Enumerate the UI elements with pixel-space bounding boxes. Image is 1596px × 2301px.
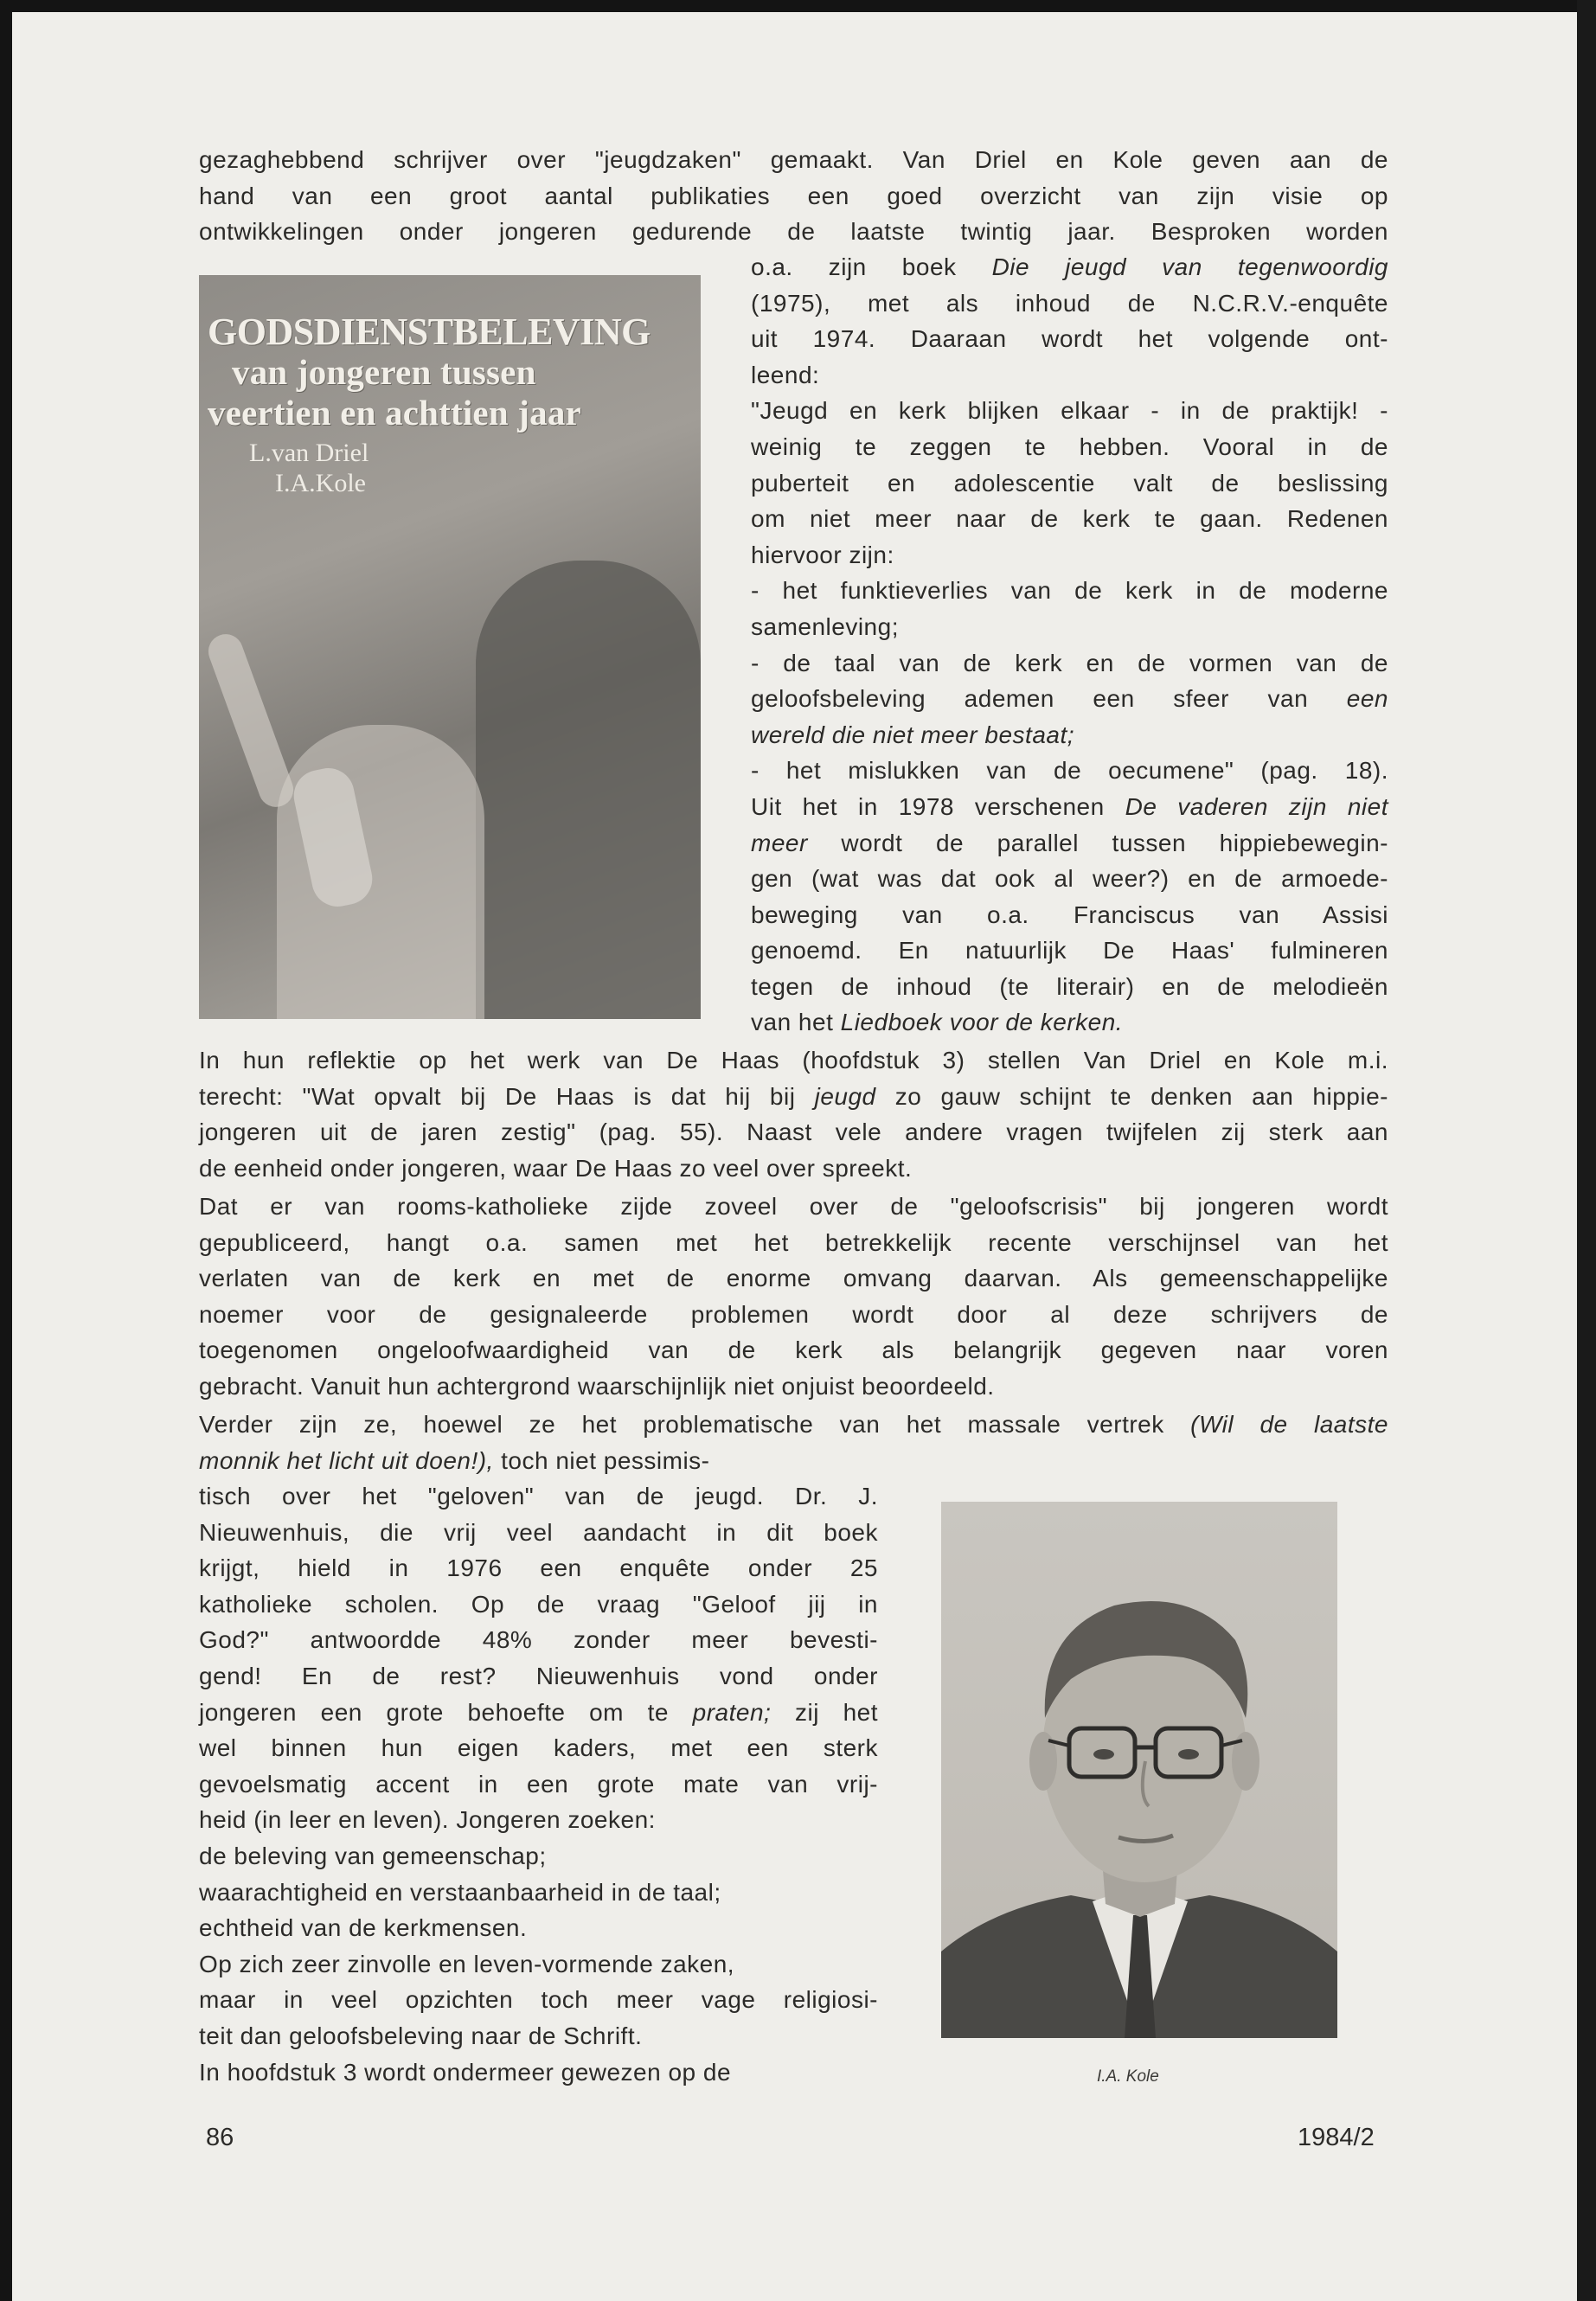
paragraph-reflektie (199, 1042, 1388, 1186)
text-run: wordt de parallel tussen hippiebewegin- (807, 829, 1388, 856)
book-title-italic: Die jeugd van tegenwoordig (991, 253, 1388, 280)
text-line: gevoelsmatig accent in een grote mate van vrij- (199, 1770, 878, 1798)
cover-title-line: van jongeren tussen (232, 352, 536, 392)
issue-number: 1984/2 (1298, 2124, 1375, 2151)
book-title-italic: meer (751, 829, 808, 856)
cover-author: L.van Driel (249, 439, 369, 467)
cover-title-line: GODSDIENSTBELEVING (208, 311, 651, 353)
text-line: tegen de inhoud (te literair) en de melodieën (751, 972, 1388, 1000)
text-line (199, 1079, 1388, 1115)
text-line (751, 789, 1388, 825)
list-item-line (751, 717, 1388, 753)
text-line (751, 1004, 1388, 1041)
italic-run: jeugd (814, 1082, 876, 1110)
text-line: gen (wat was dat ook al weer?) en de armoede- (751, 865, 1388, 893)
text-line: tisch over het "geloven" van de jeugd. Dr. J. (199, 1483, 878, 1509)
paragraph-top (199, 142, 1388, 250)
list-item-line (751, 681, 1388, 717)
text-line (751, 825, 1388, 862)
page-number: 86 (206, 2124, 234, 2151)
text-run: zij het (771, 1698, 878, 1726)
italic-run: (Wil de laatste (1190, 1411, 1389, 1438)
text-line: In hoofdstuk 3 wordt ondermeer gewezen op de (199, 2058, 732, 2086)
list-item-line: - het mislukken van de oecumene" (pag. 18). (751, 757, 1388, 785)
list-line: waarachtigheid en verstaanbaarheid in de taal; (199, 1878, 721, 1906)
text-line: katholieke scholen. Op de vraag "Geloof jij in (199, 1590, 878, 1618)
text-line: krijgt, hield in 1976 een enquête onder 25 (199, 1554, 878, 1582)
text-line: God?" antwoordde 48% zonder meer bevesti- (199, 1626, 878, 1654)
text-run: van het (751, 1009, 841, 1036)
text-line: leend: (751, 361, 820, 388)
italic-run: een (1346, 685, 1388, 713)
italic-run: wereld die niet meer bestaat; (751, 721, 1075, 748)
column-left-text (199, 1478, 878, 2090)
text-line: toegenomen ongeloofwaardigheid van de kerk als belangrijk gegeven naar voren (199, 1336, 1388, 1364)
book-cover-authors (249, 438, 369, 498)
text-line: Dat er van rooms-katholieke zijde zoveel over de "geloofscrisis" bij jongeren wordt (199, 1193, 1388, 1220)
paragraph-verder (199, 1407, 1388, 1478)
scan-border-right (1577, 0, 1596, 2301)
scan-border-top (0, 0, 1596, 12)
text-line: teit dan geloofsbeleving naar de Schrift. (199, 2022, 643, 2049)
text-run: zo gauw schijnt te denken aan hippie- (875, 1082, 1388, 1110)
text-run: toch niet pessimis- (493, 1446, 710, 1474)
book-cover-image (199, 275, 701, 1019)
italic-run: praten; (692, 1698, 772, 1726)
text-run: terecht: "Wat opvalt bij De Haas is dat hij bij (199, 1082, 815, 1110)
quote-line: om niet meer naar de kerk te gaan. Redenen (751, 505, 1388, 533)
text-line: gebracht. Vanuit hun achtergrond waarschijnlijk niet onjuist beoordeeld. (199, 1372, 995, 1400)
cover-author: I.A.Kole (275, 469, 366, 497)
italic-run: monnik het licht uit doen!), (199, 1446, 494, 1474)
text-line (199, 1443, 1388, 1479)
list-line: echtheid van de kerkmensen. (199, 1914, 528, 1942)
quote-line: weinig te zeggen te hebben. Vooral in de (751, 433, 1388, 460)
text-line (199, 1695, 878, 1731)
quote-line: puberteit en adolescentie valt de beslissing (751, 469, 1388, 497)
portrait-caption: I.A. Kole (1097, 2067, 1159, 2086)
book-title-italic: De vaderen zijn niet (1125, 792, 1388, 820)
text-line: heid (in leer en leven). Jongeren zoeken: (199, 1806, 656, 1834)
text-line (199, 1407, 1388, 1443)
quote-line: "Jeugd en kerk blijken elkaar - in de praktijk! - (751, 397, 1388, 425)
text-run: o.a. zijn boek (751, 253, 992, 280)
text-line: gezaghebbend schrijver over "jeugdzaken" gemaakt. Van Driel en Kole geven aan de (199, 146, 1388, 173)
list-line: de beleving van gemeenschap; (199, 1842, 547, 1869)
text-line: verlaten van de kerk en met de enorme omvang daarvan. Als gemeenschappelijke (199, 1265, 1388, 1292)
book-title-italic: Liedboek voor de kerken. (840, 1009, 1124, 1036)
scan-border-left (0, 0, 12, 2301)
text-run: Verder zijn ze, hoewel ze het problematische van het massale vertrek (199, 1411, 1191, 1438)
text-run: geloofsbeleving ademen een sfeer van (751, 685, 1347, 713)
text-line: Nieuwenhuis, die vrij veel aandacht in dit boek (199, 1518, 878, 1546)
text-line: jongeren uit de jaren zestig" (pag. 55). Naast vele andere vragen twijfelen zij sterk aan (199, 1118, 1388, 1146)
text-line: noemer voor de gesignaleerde problemen wordt door al deze schrijvers de (199, 1300, 1388, 1328)
text-line: In hun reflektie op het werk van De Haas (hoofdstuk 3) stellen Van Driel en Kole m.i. (199, 1047, 1388, 1074)
column-right-text (751, 249, 1388, 1041)
text-line: gepubliceerd, hangt o.a. samen met het betrekkelijk recente verschijnsel van het (199, 1228, 1388, 1256)
portrait-illustration (941, 1502, 1337, 2038)
text-line: uit 1974. Daaraan wordt het volgende ont- (751, 325, 1388, 353)
text-run: jongeren een grote behoefte om te (199, 1698, 693, 1726)
list-item-line: - het funktieverlies van de kerk in de moderne (751, 577, 1388, 605)
cover-title-line: veertien en achttien jaar (208, 393, 581, 433)
text-line: de eenheid onder jongeren, waar De Haas zo veel over spreekt. (199, 1154, 913, 1182)
list-item-line: - de taal van de kerk en de vormen van de (751, 649, 1388, 676)
text-line: maar in veel opzichten toch meer vage religiosi- (199, 1986, 878, 2014)
book-cover-title (208, 311, 701, 433)
text-line: genoemd. En natuurlijk De Haas' fulmineren (751, 937, 1388, 965)
text-run: Uit het in 1978 verschenen (751, 792, 1125, 820)
text-line: (1975), met als inhoud de N.C.R.V.-enquête (751, 289, 1388, 317)
list-item-line: samenleving; (751, 612, 899, 640)
text-line: hand van een groot aantal publikaties een goed overzicht van zijn visie op (199, 182, 1388, 209)
text-line: beweging van o.a. Franciscus van Assisi (751, 901, 1388, 928)
paragraph-rooms-katholiek (199, 1189, 1388, 1405)
quote-line: hiervoor zijn: (751, 541, 894, 568)
text-line: wel binnen hun eigen kaders, met een sterk (199, 1734, 878, 1762)
text-line: Op zich zeer zinvolle en leven-vormende zaken, (199, 1950, 735, 1977)
text-line: ontwikkelingen onder jongeren gedurende de laatste twintig jaar. Besproken worden (199, 218, 1388, 246)
text-line: gend! En de rest? Nieuwenhuis vond onder (199, 1662, 878, 1689)
text-line (751, 249, 1388, 285)
portrait-photo (941, 1502, 1337, 2038)
